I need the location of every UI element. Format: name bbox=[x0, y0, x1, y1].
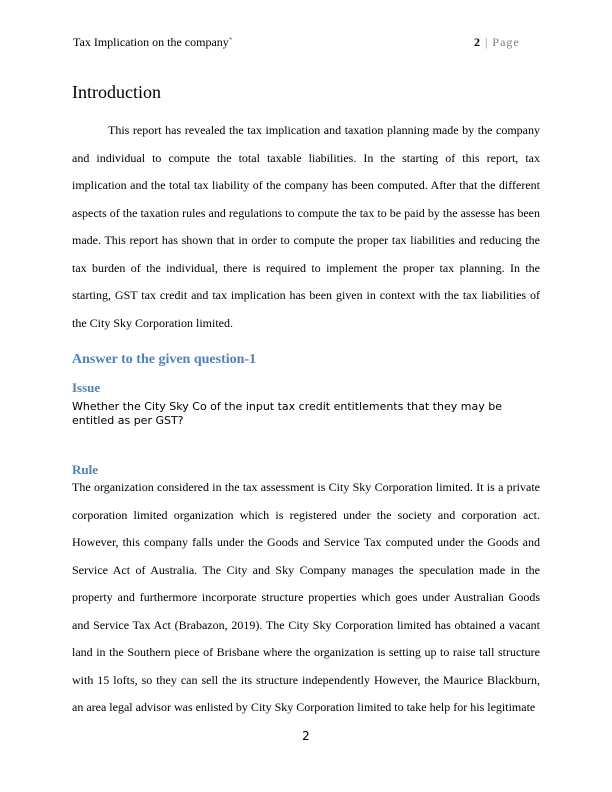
header-page-number: 2 bbox=[474, 35, 481, 49]
header-page-indicator bbox=[474, 35, 520, 50]
issue-heading: Issue bbox=[72, 380, 101, 395]
header-page-label: Page bbox=[492, 35, 520, 49]
footer-page-number: 2 bbox=[302, 729, 310, 743]
answer-heading: Answer to the given question-1 bbox=[72, 352, 257, 367]
header-separator: | bbox=[481, 35, 493, 49]
rule-heading: Rule bbox=[72, 462, 98, 477]
introduction-heading: Introduction bbox=[72, 82, 161, 102]
header-title: Tax Implication on the company` bbox=[73, 35, 233, 49]
rule-paragraph: The organization considered in the tax assessment is City Sky Corporation limited. It is a private corporation limited organization which is registered under the society and corporation act. However, this company falls under the Goods and Service Tax computed under the Goods and Service Act of Australia. The City and Sky Company manages the speculation made in the property and furthermore incorporate structure properties which goes under Australian Goods and Service Tax Act (Brabazon, 2019). The City Sky Corporation limited has obtained a vacant land in the Southern piece of Brisbane where the organization is setting up to raise tall structure with 15 lofts, so they can sell the its structure independently However, the Maurice Blackburn, an area legal advisor was enlisted by City Sky Corporation limited to take help for his legitimate bbox=[72, 480, 540, 714]
introduction-paragraph: This report has revealed the tax implication and taxation planning made by the company and individual to compute the total taxable liabilities. In the starting of this report, tax implication and the total tax liability of the company has been computed. After that the different aspects of the taxation rules and regulations to compute the tax to be paid by the assesse has been made. This report has shown that in order to compute the proper tax liabilities and reducing the tax burden of the individual, there is required to implement the proper tax planning. In the starting, GST tax credit and tax implication has been given in context with the tax liabilities of the City Sky Corporation limited. bbox=[72, 123, 540, 330]
issue-paragraph: Whether the City Sky Co of the input tax credit entitlements that they may be entitled as per GST? bbox=[72, 400, 502, 427]
